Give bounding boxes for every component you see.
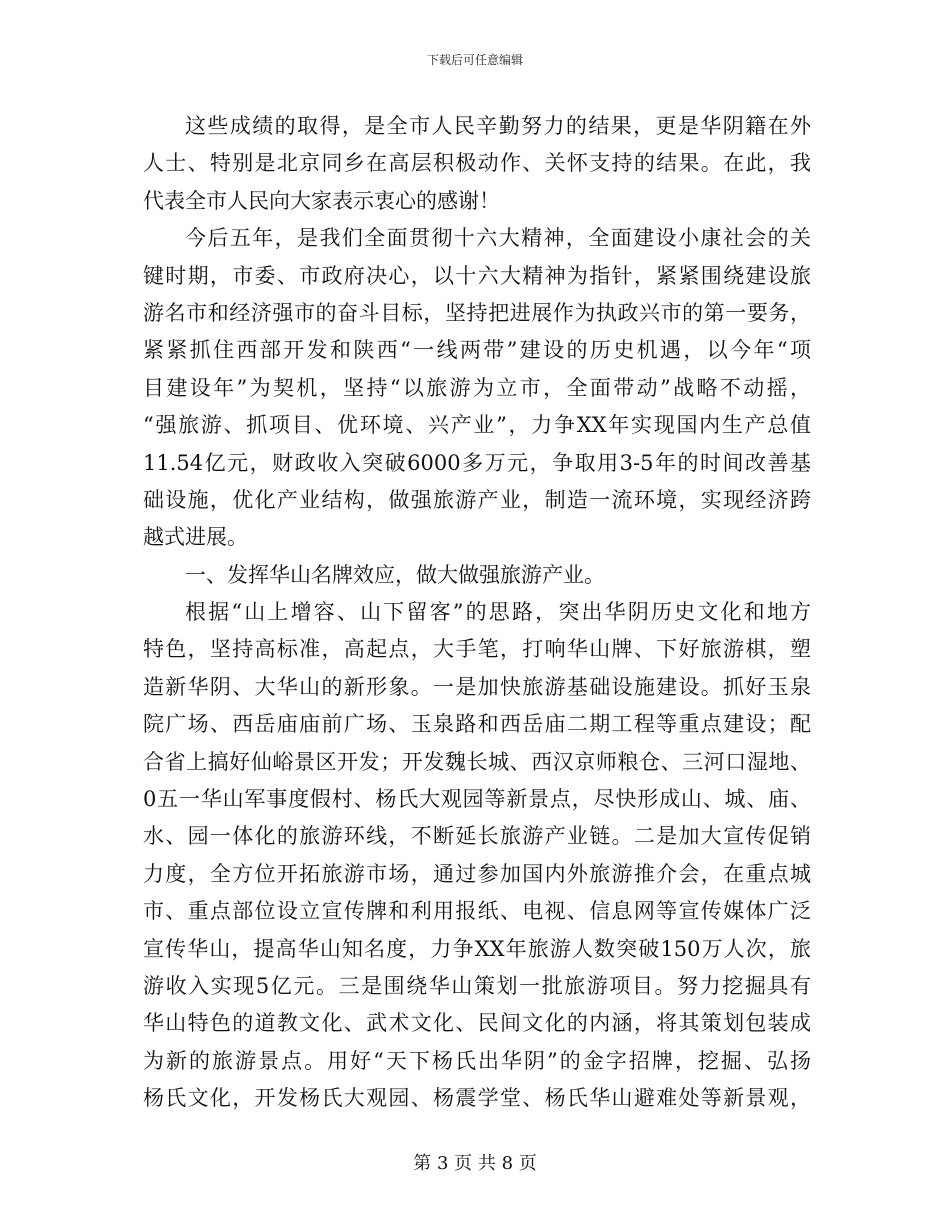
text-line: 今后五年，是我们全面贯彻十六大精神，全面建设小康社会的关 xyxy=(185,226,811,251)
text-line: 紧紧抓住西部开发和陕西“一线两带”建设的历史机遇，以今年“项 xyxy=(143,338,811,363)
text-line: 合省上搞好仙峪景区开发；开发魏长城、西汉京师粮仓、三河口湿地、 xyxy=(143,749,811,774)
text-line: 宣传华山，提高华山知名度，力争XX年旅游人数突破150万人次，旅 xyxy=(143,936,811,961)
text-line: 为新的旅游景点。用好“天下杨氏出华阴”的金字招牌，挖掘、弘扬 xyxy=(143,1048,811,1073)
page-header: 下载后可任意编辑 xyxy=(426,53,523,67)
text-line: 11.54亿元，财政收入突破6000多万元，争取用3-5年的时间改善基 xyxy=(143,450,811,475)
text-line: 代表全市人民向大家表示衷心的感谢！ xyxy=(143,188,500,213)
text-line: 游收入实现5亿元。三是围绕华山策划一批旅游项目。努力挖掘具有 xyxy=(143,973,811,998)
text-line: 特色，坚持高标准，高起点，大手笔，打响华山牌、下好旅游棋，塑 xyxy=(143,637,811,662)
text-line: 0五一华山军事度假村、杨氏大观园等新景点，尽快形成山、城、庙、 xyxy=(143,787,811,812)
text-line: 键时期，市委、市政府决心，以十六大精神为指针，紧紧围绕建设旅 xyxy=(143,263,811,288)
text-line: 杨氏文化，开发杨氏大观园、杨震学堂、杨氏华山避难处等新景观， xyxy=(143,1086,811,1111)
text-line: 院广场、西岳庙庙前广场、玉泉路和西岳庙二期工程等重点建设；配 xyxy=(143,712,811,737)
page-number: 第 3 页 共 8 页 xyxy=(413,1153,537,1174)
text-line: 础设施，优化产业结构，做强旅游产业，制造一流环境，实现经济跨 xyxy=(143,487,811,512)
text-line: 华山特色的道教文化、武术文化、民间文化的内涵，将其策划包装成 xyxy=(143,1011,811,1036)
text-line: 根据“山上增容、山下留客”的思路，突出华阴历史文化和地方 xyxy=(185,600,811,625)
text-line: 人士、特别是北京同乡在高层积极动作、关怀支持的结果。在此，我 xyxy=(143,151,811,176)
text-line: 游名市和经济强市的奋斗目标，坚持把进展作为执政兴市的第一要务， xyxy=(143,300,811,325)
text-line: 越式进展。 xyxy=(143,525,248,550)
text-line: 力度，全方位开拓旅游市场，通过参加国内外旅游推介会，在重点城 xyxy=(143,861,811,886)
text-line: 水、园一体化的旅游环线，不断延长旅游产业链。二是加大宣传促销 xyxy=(143,824,811,849)
text-line: 市、重点部位设立宣传牌和利用报纸、电视、信息网等宣传媒体广泛 xyxy=(143,899,811,924)
section-heading: 一、发挥华山名牌效应，做大做强旅游产业。 xyxy=(185,562,605,587)
text-line: 目建设年”为契机，坚持“以旅游为立市，全面带动”战略不动摇， xyxy=(143,375,811,400)
text-line: “强旅游、抓项目、优环境、兴产业”，力争XX年实现国内生产总值 xyxy=(143,413,811,438)
text-line: 造新华阴、大华山的新形象。一是加快旅游基础设施建设。抓好玉泉 xyxy=(143,674,811,699)
text-line: 这些成绩的取得，是全市人民辛勤努力的结果，更是华阴籍在外 xyxy=(185,114,811,138)
document-body xyxy=(143,108,811,1118)
